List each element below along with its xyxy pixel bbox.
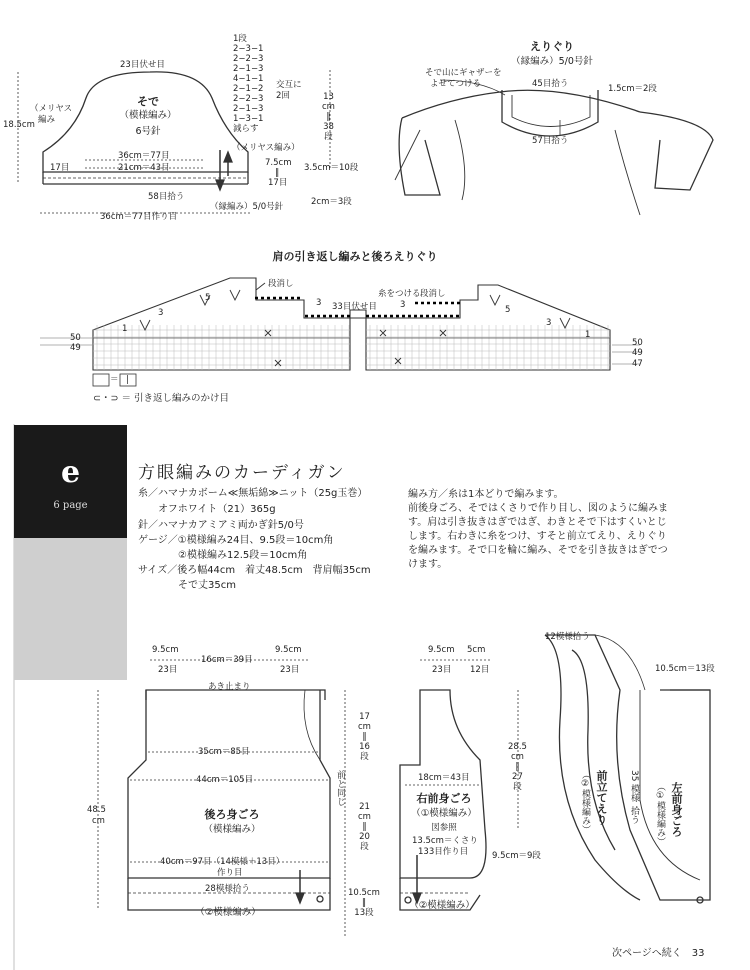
- method-line: けます。: [408, 559, 448, 570]
- page-footer: 次ページへ続く 33: [612, 948, 705, 959]
- dec-row: 減らす: [233, 124, 259, 134]
- v105-part: 13段: [354, 908, 374, 918]
- rf-d18: 18cm＝43目: [418, 773, 470, 783]
- chart-row-50-right: 50: [632, 338, 643, 348]
- back-cast: 作り目: [217, 868, 243, 878]
- sleeve-edge-label: （縁編み）5/0号針: [210, 202, 284, 212]
- sleeve-cuff-h-eq: ‖: [275, 168, 280, 178]
- sleeve-bind-off: 23目伏せ目: [120, 60, 165, 70]
- v285-part: 27: [512, 772, 523, 782]
- chart-n3r: 3: [546, 318, 552, 328]
- lf-band-pattern: （②模様編み）: [580, 770, 590, 834]
- chart-dankeshi-left: 段消し: [268, 279, 294, 289]
- chart-n1: 1: [122, 324, 128, 334]
- rf-ref: 図参照: [431, 823, 457, 833]
- project-letter: e: [60, 455, 81, 490]
- sleeve-name: そで: [137, 95, 159, 108]
- back-d95l: 9.5cm: [152, 645, 179, 655]
- sleeve-side-17-right: 17目: [268, 178, 288, 188]
- chart-row-49-right: 49: [632, 348, 643, 358]
- legend-box-mark: |: [126, 375, 129, 385]
- chart-n3: 3: [158, 308, 164, 318]
- v21-part: cm: [358, 812, 371, 822]
- v21-part: ‖: [362, 822, 367, 832]
- chart-row-47-right: 47: [632, 359, 643, 369]
- sleeve-stockinette-1: （メリヤス: [30, 104, 73, 114]
- project-title: 方眼編みのカーディガン: [138, 463, 346, 483]
- rf-cast2: 133目作り目: [418, 847, 469, 857]
- rf-d95: 9.5cm: [428, 645, 455, 655]
- sleeve-width-36: 36cm＝77目: [118, 151, 170, 161]
- method-line: 編み方／糸は1本どりで編みます。: [408, 489, 564, 500]
- back-opening: あき止まり: [208, 682, 251, 692]
- collar-sub: （縁編み）5/0号針: [511, 56, 593, 67]
- cap-h-part: ‖: [326, 112, 331, 122]
- material-line: サイズ／後ろ幅44cm 着丈48.5cm 背肩幅35cm: [138, 565, 371, 576]
- chart-row-50-left: 50: [70, 333, 81, 343]
- material-line: そで丈35cm: [138, 580, 236, 591]
- rf-pattern: （①模様編み）: [411, 808, 477, 819]
- back-hem: （②模様編み）: [195, 907, 261, 918]
- project-page-ref: 6 page: [53, 500, 88, 511]
- legend-turn: ⊂・⊃ ＝ 引き返し編みのかけ目: [93, 393, 229, 404]
- chart-n5r: 5: [505, 305, 511, 315]
- v285-part: ‖: [515, 762, 520, 772]
- lf-name: 左前身ごろ: [670, 782, 683, 837]
- chart-bind-33: 33目伏せ目: [332, 302, 377, 312]
- collar-gather-1: そで山にギャザーを: [425, 68, 502, 78]
- sleeve-side-17-left: 17目: [50, 163, 70, 173]
- left-front-diagram: [545, 635, 710, 903]
- sleeve-stockinette-2: 編み: [38, 115, 56, 125]
- v17-part: 17: [359, 712, 370, 722]
- material-line: ゲージ／①模様編み24目、9.5段＝10cm角: [138, 535, 334, 546]
- v285-part: 段: [513, 782, 522, 792]
- material-line: ②模様編み12.5段＝10cm角: [138, 550, 308, 561]
- back-d44: 44cm＝105目: [196, 775, 253, 785]
- lf-pick35-3: 拾う: [629, 806, 639, 824]
- chart-row-49-left: 49: [70, 343, 81, 353]
- back-pick28: 28模様拾う: [205, 884, 250, 894]
- rf-d23: 23目: [432, 665, 452, 675]
- back-v17: [358, 712, 371, 762]
- back-bodice-diagram: [98, 660, 345, 938]
- back-name: 後ろ身ごろ: [204, 808, 260, 821]
- rf-cast1: 13.5cm＝くさり: [412, 836, 478, 846]
- method-line: 前後身ごろ、そではくさりで作り目し、図のように編みま: [408, 503, 668, 514]
- rf-name: 右前身ごろ: [416, 792, 472, 805]
- v17-part: ‖: [362, 732, 367, 742]
- method-text: [408, 488, 738, 572]
- method-line: します。右わきに糸をつけ、すそと前立てえり、えりぐり: [408, 531, 667, 542]
- v105-part: ‖: [361, 898, 367, 908]
- collar-band: 1.5cm＝2段: [608, 84, 657, 94]
- rf-d5: 5cm: [467, 645, 486, 655]
- v17-part: cm: [358, 722, 371, 732]
- right-front-diagram: [400, 660, 518, 910]
- dec-row: 1−3−1: [233, 114, 264, 124]
- model-photo: [14, 425, 127, 680]
- back-d23r: 23目: [280, 665, 300, 675]
- rf-d12: 12目: [470, 665, 490, 675]
- sleeve-height-total: 18.5cm: [3, 120, 35, 130]
- photo-model-area: [14, 538, 127, 680]
- sleeve-alternate-1: 交互に: [276, 80, 302, 90]
- material-line: オフホワイト（21）365g: [138, 504, 276, 515]
- sleeve-dec-rows: [233, 34, 263, 134]
- cap-h-part: 段: [324, 132, 333, 142]
- back-d23l: 23目: [158, 665, 178, 675]
- chart-yarn-attach: 糸をつける: [378, 289, 421, 299]
- dec-row: 4−1−1: [233, 74, 264, 84]
- back-same: 前と同じ: [335, 770, 345, 806]
- lf-pick12: 12模様拾う: [545, 632, 590, 642]
- back-d16: 16cm＝39目: [201, 655, 253, 665]
- chart-dankeshi-right: 段消し: [420, 289, 446, 299]
- back-v21: [358, 802, 371, 852]
- sleeve-stock-cuff: （メリヤス編み）: [232, 143, 300, 153]
- cap-h-part: 13: [323, 92, 334, 102]
- sleeve-cap-height: [322, 92, 335, 142]
- collar-pick-45: 45目拾う: [532, 79, 569, 89]
- v21-part: 21: [359, 802, 370, 812]
- lf-pattern: （①模様編み）: [655, 782, 665, 846]
- lf-pick35-2: 模様: [629, 784, 639, 802]
- method-line: す。肩は引き抜きはぎではぎ、わきとそで下はすくいとじ: [408, 517, 667, 528]
- lf-band-name: 前立てえり: [595, 770, 608, 825]
- v285-part: 28.5: [508, 742, 527, 752]
- v17-part: 段: [360, 752, 369, 762]
- v21-part: 段: [360, 842, 369, 852]
- collar-pick-57: 57目拾う: [532, 136, 569, 146]
- material-line: 針／ハマナカアミアミ両かぎ針5/0号: [138, 520, 304, 531]
- rf-v285: [508, 742, 527, 792]
- legend-box-eq: ＝: [110, 375, 119, 385]
- cap-h-part: cm: [322, 102, 335, 112]
- back-v105: [348, 888, 380, 918]
- sleeve-width-21: 21cm＝43目: [118, 163, 170, 173]
- back-d95r: 9.5cm: [275, 645, 302, 655]
- dec-row: 2−1−3: [233, 64, 264, 74]
- rf-side95: 9.5cm＝9段: [492, 851, 541, 861]
- chart-title: 肩の引き返し編みと後ろえりぐり: [272, 250, 438, 263]
- collar-title: えりぐり: [530, 40, 574, 53]
- back-d35: 35cm＝85目: [198, 747, 250, 757]
- method-line: を編みます。そで口を輪に編み、そでを引き抜きはぎでつ: [408, 545, 668, 556]
- v17-part: 16: [359, 742, 370, 752]
- material-line: 糸／ハマナカボーム≪無垢綿≫ニット（25g玉巻）: [138, 488, 368, 499]
- dec-row: 2−1−3: [233, 104, 264, 114]
- dec-row: 2−2−3: [233, 54, 264, 64]
- lf-d105: 10.5cm＝13段: [655, 664, 715, 674]
- cap-h-part: 38: [323, 122, 334, 132]
- dec-row: 2−2−3: [233, 94, 264, 104]
- back-pattern: （模様編み）: [203, 824, 261, 835]
- sleeve-needle: 6号針: [135, 126, 161, 137]
- back-h485: 48.5: [87, 805, 106, 815]
- sleeve-pattern: （模様編み）: [119, 110, 177, 121]
- sleeve-cuff-h: 7.5cm: [265, 158, 292, 168]
- sleeve-cast-on: 36cm＝77目作り目: [100, 212, 178, 222]
- chart-n3m2: 3: [400, 300, 406, 310]
- v285-part: cm: [510, 752, 524, 762]
- dec-row: 2−3−1: [233, 44, 264, 54]
- chart-n1r: 1: [585, 330, 591, 340]
- collar-gather-2: よせてつける: [430, 79, 482, 89]
- v105-part: 10.5cm: [348, 888, 380, 898]
- back-d40: 40cm＝97目（14模様＋13目）: [160, 857, 285, 867]
- collar-diagram: [395, 80, 713, 215]
- dec-row: 1段: [233, 34, 247, 44]
- sleeve-pickup-58: 58目拾う: [148, 192, 185, 202]
- chart-n3m: 3: [316, 298, 322, 308]
- dec-row: 2−1−2: [233, 84, 264, 94]
- sleeve-cuff-2cm: 2cm＝3段: [311, 197, 352, 207]
- rf-hem: （②模様編み）: [409, 900, 475, 911]
- chart-n5: 5: [205, 293, 211, 303]
- sleeve-cuff-rows: 3.5cm＝10段: [304, 163, 359, 173]
- v21-part: 20: [359, 832, 370, 842]
- sleeve-alternate-2: 2回: [276, 91, 290, 101]
- lf-pick35-1: 35: [629, 770, 639, 782]
- back-h-cm: cm: [92, 816, 105, 826]
